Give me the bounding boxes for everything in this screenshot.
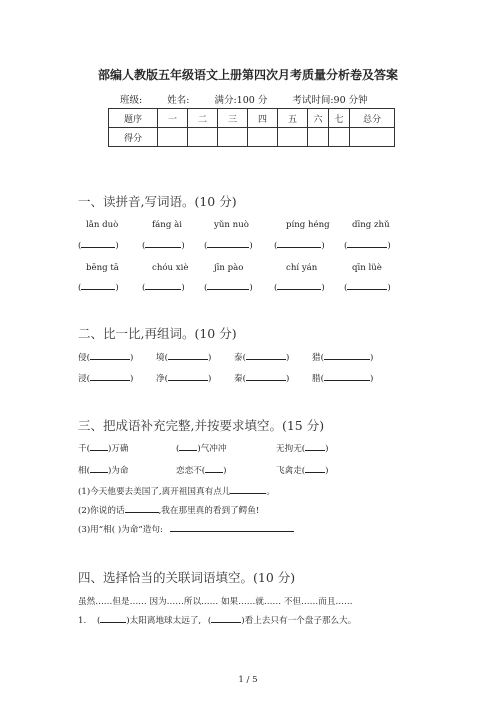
exam-meta (120, 92, 390, 106)
question-3-3 (78, 522, 294, 535)
idiom-prefix: 飞禽走( (276, 466, 306, 476)
answer-blank[interactable] (125, 503, 159, 513)
idiom-prefix: 无拘无( (276, 444, 306, 454)
answer-blank[interactable] (305, 463, 325, 473)
table-header-cell: 三 (218, 109, 248, 128)
name-label: 姓名: (167, 95, 190, 106)
exam-time: 考试时间:90 分钟 (292, 95, 368, 106)
idiom-suffix: )气冲冲 (197, 444, 227, 454)
answer-blank[interactable] (347, 238, 387, 248)
score-table (108, 108, 395, 147)
idiom-suffix: ) (325, 466, 329, 476)
idiom-row-2 (78, 463, 378, 475)
question-text: (2)你说的话 (78, 506, 125, 516)
idiom-suffix: ) (223, 466, 227, 476)
answer-blank[interactable] (211, 613, 241, 623)
score-cell[interactable] (329, 128, 350, 147)
full-score: 满分:100 分 (214, 95, 268, 106)
table-header-cell: 四 (248, 109, 278, 128)
answer-blank[interactable] (90, 463, 108, 473)
table-header-cell: 题序 (109, 109, 158, 128)
table-header-cell: 总分 (350, 109, 395, 128)
answer-blank[interactable] (81, 238, 115, 248)
character: 境 (156, 353, 165, 363)
score-table-header-row (109, 109, 395, 128)
answer-blank[interactable] (305, 441, 325, 451)
answer-blank[interactable] (347, 280, 387, 290)
question-3-1 (78, 484, 275, 497)
pinyin: chí yán (286, 263, 318, 273)
pinyin: lǎn duò (86, 220, 119, 230)
conjunction-options: 虽然……但是…… 因为……所以…… 如果……就…… 不但……而且…… (78, 597, 353, 607)
score-cell[interactable] (218, 128, 248, 147)
pinyin: jīn pào (214, 263, 244, 273)
pinyin: qīn lüè (352, 263, 382, 273)
answer-blank[interactable] (277, 280, 321, 290)
answer-blank[interactable] (145, 238, 181, 248)
idiom-suffix: ) (325, 444, 329, 454)
question-text: (3)用“相( )为命”造句: (78, 525, 163, 535)
score-row-label: 得分 (109, 128, 158, 147)
question-text: (1)今天他要去美国了,离开祖国真有点儿 (78, 487, 231, 497)
pinyin: píng héng (286, 220, 330, 230)
table-header-cell: 六 (308, 109, 329, 128)
pinyin: bēng tā (86, 263, 119, 273)
score-table-score-row (109, 128, 395, 147)
character: 侵 (78, 353, 87, 363)
answer-blank[interactable] (246, 371, 286, 381)
score-cell[interactable] (308, 128, 329, 147)
answer-blank[interactable] (205, 463, 223, 473)
question-number: 1. (78, 616, 87, 626)
answer-blanks-row-1: ( ) ( ) ( ) ( ) ( ) (78, 238, 418, 250)
score-cell[interactable] (248, 128, 278, 147)
score-cell[interactable] (158, 128, 188, 147)
answer-blank[interactable] (100, 613, 126, 623)
pinyin-row-1 (86, 220, 416, 232)
page-title: 部编人教版五年级语文上册第四次月考质量分析卷及答案 (97, 68, 398, 82)
character: 秦 (234, 374, 243, 384)
table-header-cell: 七 (329, 109, 350, 128)
answer-blank[interactable] (179, 441, 197, 451)
answer-blank[interactable] (246, 350, 286, 360)
pinyin: chóu xiè (152, 263, 189, 273)
answer-blank[interactable] (90, 371, 130, 381)
answer-blank[interactable] (168, 371, 208, 381)
idiom-prefix: 千( (78, 444, 90, 454)
answer-blank[interactable] (81, 280, 115, 290)
idiom-prefix: 恋恋不( (176, 466, 206, 476)
idiom-prefix: 相( (78, 466, 90, 476)
table-header-cell: 五 (278, 109, 308, 128)
answer-blank[interactable] (277, 238, 321, 248)
character: 猎 (312, 353, 321, 363)
question-3-2 (78, 503, 259, 516)
compare-row-2: 浸( ) 净( ) 秦( ) 腊( ) (78, 371, 418, 383)
idiom-suffix: )为命 (107, 466, 129, 476)
answer-blanks-row-2: ( ) ( ) ( ) ( ) ( ) (78, 280, 418, 292)
compare-row-1: 侵( ) 境( ) 泰( ) 猎( ) (78, 350, 418, 362)
answer-blank[interactable] (145, 280, 181, 290)
question-4-1: 1. ( )太阳离地球太远了, ( )看上去只有一个盘子那么大。 (78, 613, 356, 626)
character: 泰 (234, 353, 243, 363)
answer-blank[interactable] (90, 441, 108, 451)
character: 腊 (312, 374, 321, 384)
question-text: ,我在那里真的看到了鳄鱼! (158, 506, 260, 516)
answer-blank[interactable] (168, 350, 208, 360)
section1-title: 一、读拼音,写词语。(10 分) (78, 194, 237, 209)
answer-blank[interactable] (207, 238, 249, 248)
section4-title: 四、选择恰当的关联词语填空。(10 分) (78, 570, 296, 585)
pinyin: fáng ài (152, 220, 182, 230)
question-text: 太阳离地球太远了, (129, 616, 202, 626)
question-text: 看上去只有一个盘子那么大。 (244, 616, 357, 626)
character: 浸 (78, 374, 87, 384)
question-text: 。 (266, 487, 276, 497)
answer-blank[interactable] (324, 371, 370, 381)
section3-title: 三、把成语补充完整,并按要求填空。(15 分) (78, 418, 325, 433)
character: 净 (156, 374, 165, 384)
pinyin: yǔn nuò (214, 220, 249, 230)
pinyin: dīng zhǔ (352, 220, 390, 230)
answer-blank[interactable] (90, 350, 130, 360)
score-cell[interactable] (350, 128, 395, 147)
answer-blank[interactable] (230, 484, 266, 494)
idiom-prefix: ( (176, 444, 180, 454)
answer-blank[interactable] (170, 522, 294, 532)
pinyin-row-2 (86, 263, 416, 275)
page-number: 1 / 5 (238, 675, 258, 685)
idiom-suffix: )万确 (107, 444, 129, 454)
answer-blank[interactable] (324, 350, 370, 360)
answer-blank[interactable] (207, 280, 249, 290)
table-header-cell: 二 (188, 109, 218, 128)
section2-title: 二、比一比,再组词。(10 分) (78, 326, 237, 341)
table-header-cell: 一 (158, 109, 188, 128)
score-cell[interactable] (278, 128, 308, 147)
idiom-row-1 (78, 441, 378, 453)
score-cell[interactable] (188, 128, 218, 147)
class-label: 班级: (120, 95, 143, 106)
